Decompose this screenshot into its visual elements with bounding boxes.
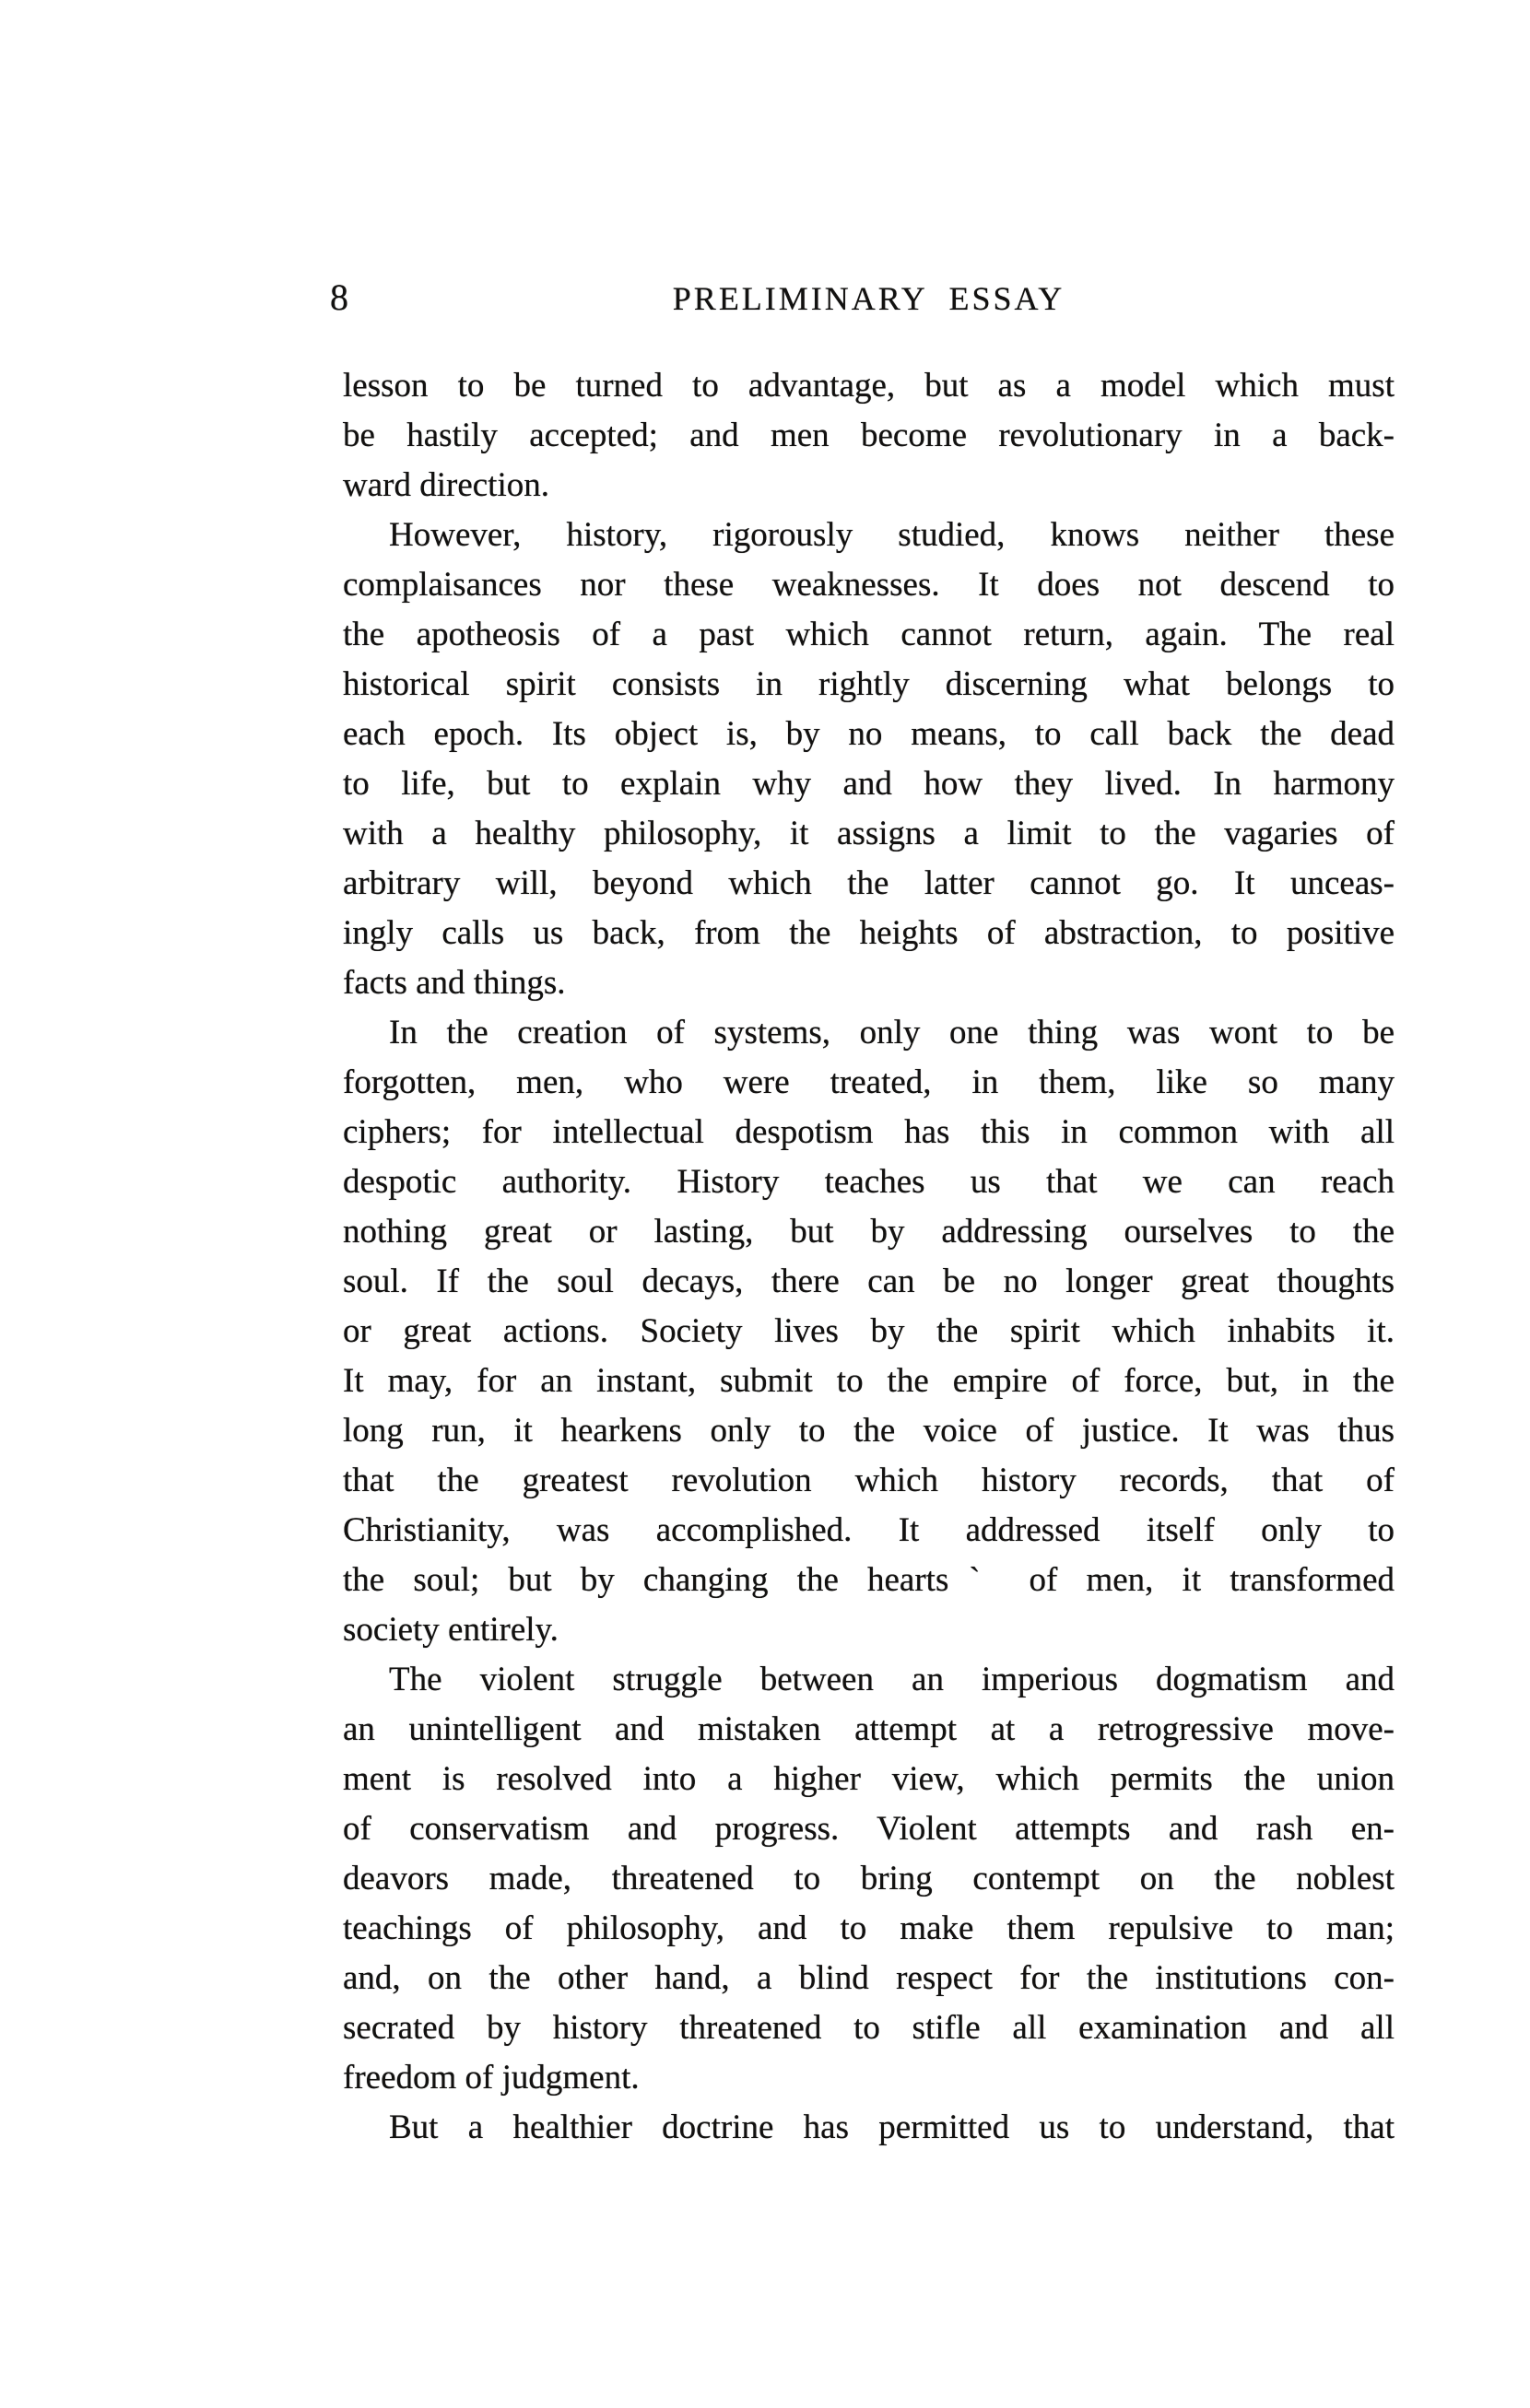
text-line: to life, but to explain why and how they lived. In harmony: [343, 765, 1395, 803]
text-line: In the creation of systems, only one thing was wont to be: [389, 1014, 1395, 1051]
page-body: [343, 361, 1395, 2153]
text-line: However, history, rigorously studied, knows neither these: [389, 516, 1395, 554]
text-line: the soul; but by changing the heartsˋ of men, it transformed: [343, 1561, 1395, 1599]
text-line: The violent struggle between an imperious dogmatism and: [389, 1661, 1395, 1698]
text-line: despotic authority. History teaches us that we can reach: [343, 1163, 1395, 1201]
text-line: complaisances nor these weaknesses. It does not descend to: [343, 566, 1395, 604]
text-line: with a healthy philosophy, it assigns a limit to the vagaries of: [343, 815, 1395, 852]
text-line: lesson to be turned to advantage, but as a model which must: [343, 367, 1395, 405]
text-line: forgotten, men, who were treated, in them, like so many: [343, 1063, 1395, 1101]
text-line: Christianity, was accomplished. It addressed itself only to: [343, 1511, 1395, 1549]
text-line: teachings of philosophy, and to make them repulsive to man;: [343, 1909, 1395, 1947]
text-line: historical spirit consists in rightly discerning what belongs to: [343, 665, 1395, 703]
text-line: But a healthier doctrine has permitted us to understand, that: [389, 2108, 1395, 2146]
text-line: that the greatest revolution which history records, that of: [343, 1462, 1395, 1499]
paragraph: [343, 2103, 1395, 2153]
text-line: be hastily accepted; and men become revolutionary in a back-: [343, 417, 1395, 454]
text-line: of conservatism and progress. Violent attempts and rash en-: [343, 1810, 1395, 1848]
text-line: ingly calls us back, from the heights of abstraction, to positive: [343, 914, 1395, 952]
running-header: PRELIMINARY ESSAY: [672, 280, 1065, 317]
text-line: ciphers; for intellectual despotism has this in common with all: [343, 1113, 1395, 1151]
text-line: deavors made, threatened to bring contempt on the noblest: [343, 1860, 1395, 1897]
text-line: secrated by history threatened to stifle all examination and all: [343, 2009, 1395, 2047]
text-line: nothing great or lasting, but by addressing ourselves to the: [343, 1213, 1395, 1251]
text-line: each epoch. Its object is, by no means, to call back the dead: [343, 715, 1395, 753]
paragraph: [343, 1008, 1395, 1655]
text-line: long run, it hearkens only to the voice of justice. It was thus: [343, 1412, 1395, 1450]
paragraph: [343, 511, 1395, 1008]
text-line: ward direction.: [343, 466, 549, 504]
page-number: 8: [330, 276, 348, 318]
text-line: the apotheosis of a past which cannot return, again. The real: [343, 616, 1395, 653]
text-line: facts and things.: [343, 964, 566, 1002]
text-line: ment is resolved into a higher view, which permits the union: [343, 1760, 1395, 1798]
text-line: freedom of judgment.: [343, 2059, 640, 2097]
text-line: arbitrary will, beyond which the latter cannot go. It unceas-: [343, 864, 1395, 902]
paragraph: [343, 361, 1395, 511]
text-line: soul. If the soul decays, there can be no longer great thoughts: [343, 1263, 1395, 1300]
text-line: an unintelligent and mistaken attempt at a retrogressive move-: [343, 1710, 1395, 1748]
text-line: and, on the other hand, a blind respect for the institutions con-: [343, 1959, 1395, 1997]
text-line: It may, for an instant, submit to the empire of force, but, in the: [343, 1362, 1395, 1400]
text-line: society entirely.: [343, 1611, 559, 1649]
text-line: or great actions. Society lives by the spirit which inhabits it.: [343, 1312, 1395, 1350]
paragraph: [343, 1655, 1395, 2103]
